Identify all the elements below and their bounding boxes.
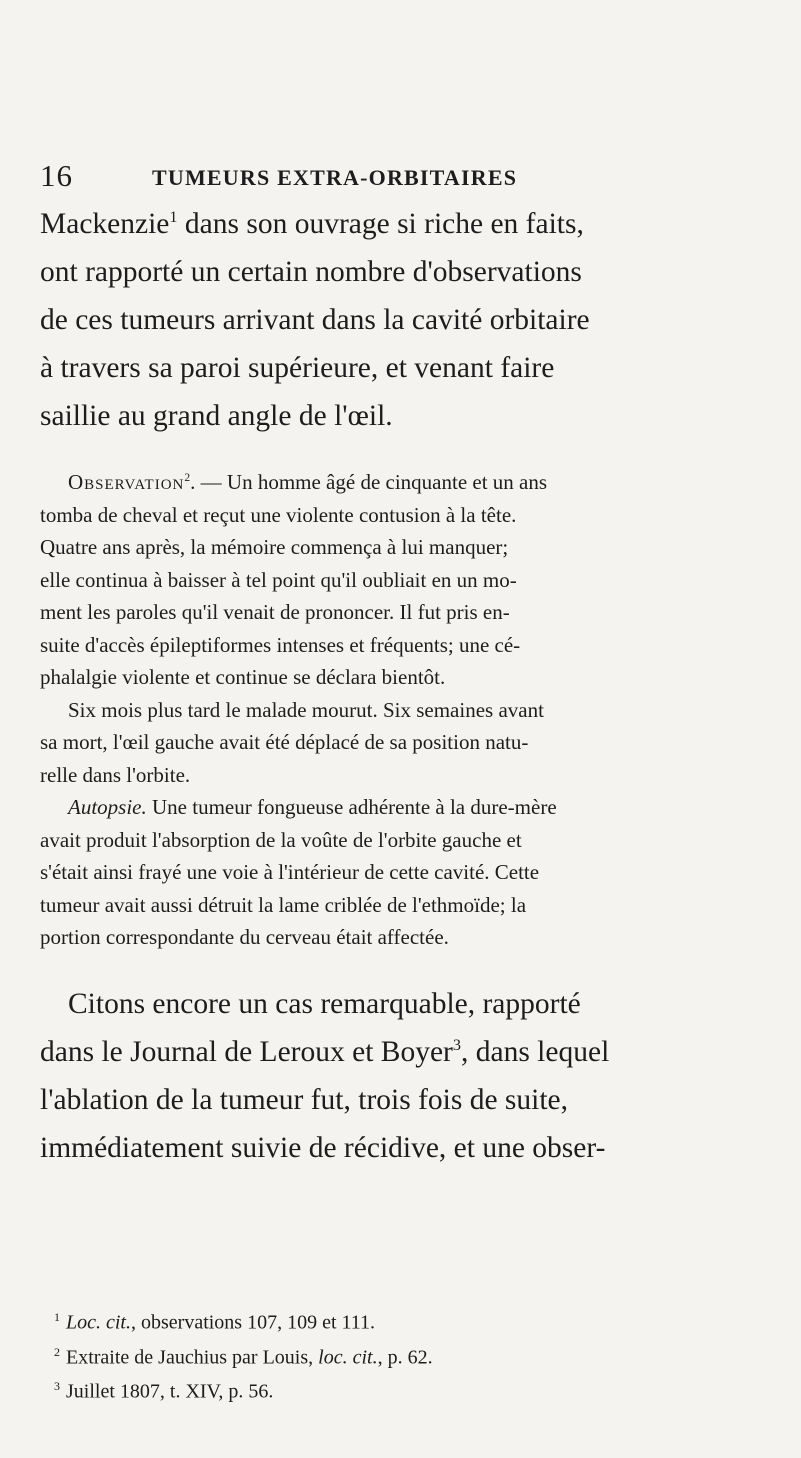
text-line: ont rapporté un certain nombre d'observations — [40, 256, 582, 288]
text-line — [40, 1028, 730, 1076]
text-line: s'était ainsi frayé une voie à l'intérieur de cette cavité. Cette — [40, 860, 540, 884]
text-line — [40, 466, 730, 499]
footnote-2 — [40, 1338, 730, 1373]
footnote-3 — [40, 1372, 730, 1407]
text-line: relle dans l'orbite. — [40, 762, 191, 787]
text-line: tomba de cheval et reçut une violente contusion à la tête. — [40, 502, 517, 527]
text-line: l'ablation de la tumeur fut, trois fois de suite, — [40, 1083, 569, 1116]
text-line: suite d'accès épileptiformes intenses et fréquents; une cé- — [40, 632, 521, 657]
text-span: Loc. cit. — [66, 1311, 131, 1334]
text-span: dans son ouvrage si riche en faits, — [177, 208, 584, 240]
text-line: avait produit l'absorption de la voûte de l'orbite gauche et — [40, 827, 522, 852]
text-line: Quatre ans après, la mémoire commença à lui manquer; — [40, 535, 509, 559]
text-line: phalalgie violente et continue se déclara bientôt. — [40, 665, 446, 689]
page-body — [40, 200, 730, 1172]
footnote-ref: 1 — [169, 208, 178, 227]
text-line: à travers sa paroi supérieure, et venant faire — [40, 352, 555, 384]
paragraph-citons — [40, 980, 730, 1172]
footnote-mark: 3 — [54, 1379, 60, 1394]
text-line: Citons encore un cas remarquable, rapporté — [68, 987, 581, 1020]
footnote-mark: 1 — [54, 1310, 60, 1324]
text-span: Juillet 1807, t. XIV, p. 56. — [66, 1380, 274, 1403]
text-span: , p. 62. — [377, 1346, 433, 1369]
text-span: loc. cit. — [318, 1346, 378, 1369]
footnotes — [40, 1303, 730, 1407]
text-span: , dans lequel — [460, 1035, 610, 1068]
page-number: 16 — [40, 158, 73, 193]
footnote-mark: 2 — [54, 1344, 60, 1359]
text-line: Six mois plus tard le malade mourut. Six semaines avant — [68, 697, 544, 722]
text-line: ment les paroles qu'il venait de prononcer. Il fut pris en- — [40, 600, 510, 624]
text-line: tumeur avait aussi détruit la lame criblée de l'ethmoïde; la — [40, 892, 527, 917]
text-span: , observations 107, 109 et 111. — [131, 1311, 376, 1334]
text-span: Extraite de Jauchius par Louis, — [66, 1346, 319, 1369]
text-span: dans le Journal de Leroux et Boyer — [40, 1035, 453, 1068]
text-line: portion correspondante du cerveau était affectée. — [40, 925, 449, 949]
footnote-1 — [40, 1303, 730, 1338]
observation-block — [40, 466, 730, 954]
text-line: sa mort, l'œil gauche avait été déplacé de sa position natu- — [40, 730, 529, 754]
footnote-ref: 3 — [452, 1035, 461, 1054]
text-span: . — Un homme âgé de cinquante et un ans — [190, 470, 548, 494]
text-line: saillie au grand angle de l'œil. — [40, 400, 393, 432]
text-line: elle continua à baisser à tel point qu'il oubliait en un mo- — [40, 567, 517, 592]
footnote-ref: 2 — [184, 472, 191, 484]
text-line — [40, 791, 730, 824]
observation-label: Observation — [68, 470, 185, 494]
text-line: immédiatement suivie de récidive, et une obser- — [40, 1131, 606, 1164]
text-span: Mackenzie — [40, 208, 170, 240]
text-line: de ces tumeurs arrivant dans la cavité orbitaire — [40, 304, 590, 336]
autopsy-label: Autopsie. — [68, 795, 147, 819]
text-line — [40, 200, 730, 248]
running-title: TUMEURS EXTRA-ORBITAIRES — [152, 165, 518, 190]
page-header — [40, 158, 760, 198]
text-span: Une tumeur fongueuse adhérente à la dure-mère — [146, 795, 557, 819]
paragraph-mackenzie — [40, 200, 730, 440]
